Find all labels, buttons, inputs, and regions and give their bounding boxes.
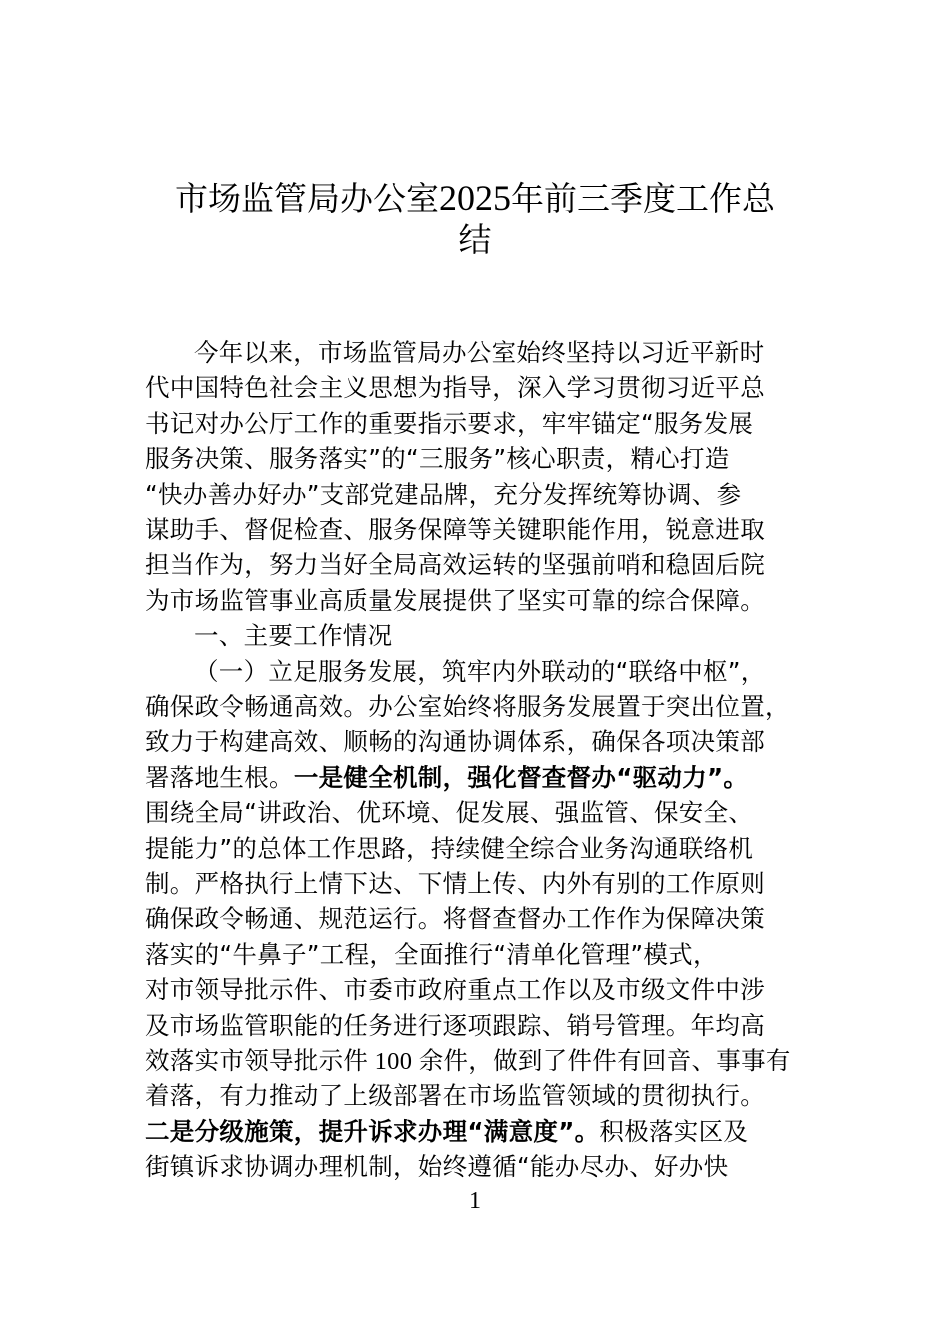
paragraph-line	[194, 619, 864, 653]
paragraph-line	[145, 832, 815, 866]
line-text: 代中国特色社会主义思想为指导，深入学习贯彻习近平总	[145, 373, 765, 403]
paragraph-line	[145, 973, 815, 1007]
paragraph-line	[145, 796, 815, 830]
paragraph-line	[145, 407, 815, 441]
line-text: 今年以来，市场监管局办公室始终坚持以习近平新时	[194, 338, 765, 367]
line-text: 街镇诉求协调办理机制，始终遵循“能办尽办、好办快	[145, 1152, 729, 1182]
line-text: 为市场监管事业高质量发展提供了坚实可靠的综合保障。	[145, 585, 765, 615]
paragraph-line	[145, 1115, 815, 1149]
line-text: 围绕全局“讲政治、优环境、促发展、强监管、保安全、	[145, 798, 754, 828]
paragraph-line	[145, 867, 815, 901]
line-text: “快办善办好办”支部党建品牌，充分发挥统筹协调、参	[145, 479, 742, 509]
paragraph-line	[145, 1079, 815, 1113]
line-text: （一）立足服务发展，筑牢内外联动的“联络中枢”，	[194, 656, 766, 686]
bold-heading-text: 一是健全机制，强化督查督办“驱动力”。	[293, 762, 749, 792]
paragraph-line	[145, 1009, 815, 1043]
line-text: 及市场监管职能的任务进行逐项跟踪、销号管理。年均高	[145, 1010, 765, 1040]
bold-heading-text: 二是分级施策，提升诉求办理“满意度”。	[145, 1116, 600, 1146]
line-text: 效落实市领导批示件	[145, 1046, 369, 1075]
line-number-value: 100	[368, 1048, 419, 1075]
line-text: 对市领导批示件、市委市政府重点工作以及市级文件中涉	[145, 975, 765, 1005]
line-text: 积极落实区及	[599, 1116, 749, 1146]
line-text: 确保政令畅通高效。办公室始终将服务发展置于突出位置，	[145, 692, 790, 721]
paragraph-line	[145, 1150, 815, 1184]
paragraph-line	[194, 336, 864, 370]
paragraph-line	[145, 371, 815, 405]
line-text: 致力于构建高效、顺畅的沟通协调体系，确保各项决策部	[145, 727, 765, 757]
paragraph-line	[194, 655, 864, 689]
document-title-line-2: 结	[458, 220, 492, 259]
paragraph-line	[145, 761, 815, 795]
title-year: 2025	[439, 178, 511, 218]
line-text: 一、主要工作情况	[194, 621, 393, 651]
line-text: 担当作为，努力当好全局高效运转的坚强前哨和稳固后院	[145, 550, 765, 580]
line-text: 谋助手、督促检查、服务保障等关键职能作用，锐意进取	[145, 515, 765, 544]
paragraph-line	[145, 513, 815, 547]
page-number: 1	[469, 1188, 481, 1214]
line-text: 确保政令畅通、规范运行。将督查督办工作作为保障决策	[145, 904, 765, 934]
line-text: 署落地生根。	[145, 762, 294, 792]
line-text: 余件，做到了件件有回音、事事有	[418, 1046, 791, 1075]
title-text: 市场监管局办公室	[175, 179, 439, 218]
paragraph-line	[145, 478, 815, 512]
line-text: 制。严格执行上情下达、下情上传、内外有别的工作原则	[145, 869, 765, 898]
line-text: 着落，有力推动了上级部署在市场监管领域的贯彻执行。	[145, 1081, 765, 1111]
document-title-line-1	[0, 178, 950, 219]
paragraph-line	[145, 548, 815, 582]
paragraph-line	[145, 690, 815, 724]
paragraph-line	[145, 938, 815, 972]
paragraph-line	[145, 902, 815, 936]
line-text: 服务决策、服务落实”的“三服务”核心职责，精心打造	[145, 444, 730, 474]
title-text-cont: 年前三季度工作总	[511, 179, 775, 218]
paragraph-line	[145, 1044, 815, 1079]
paragraph-line	[145, 442, 815, 476]
line-text: 书记对办公厅工作的重要指示要求，牢牢锚定“服务发展	[145, 408, 754, 438]
line-text: 提能力”的总体工作思路，持续健全综合业务沟通联络机	[145, 833, 754, 863]
paragraph-line	[145, 725, 815, 759]
paragraph-line	[145, 584, 815, 618]
line-text: 落实的“牛鼻子”工程，全面推行“清单化管理”模式，	[145, 939, 718, 969]
